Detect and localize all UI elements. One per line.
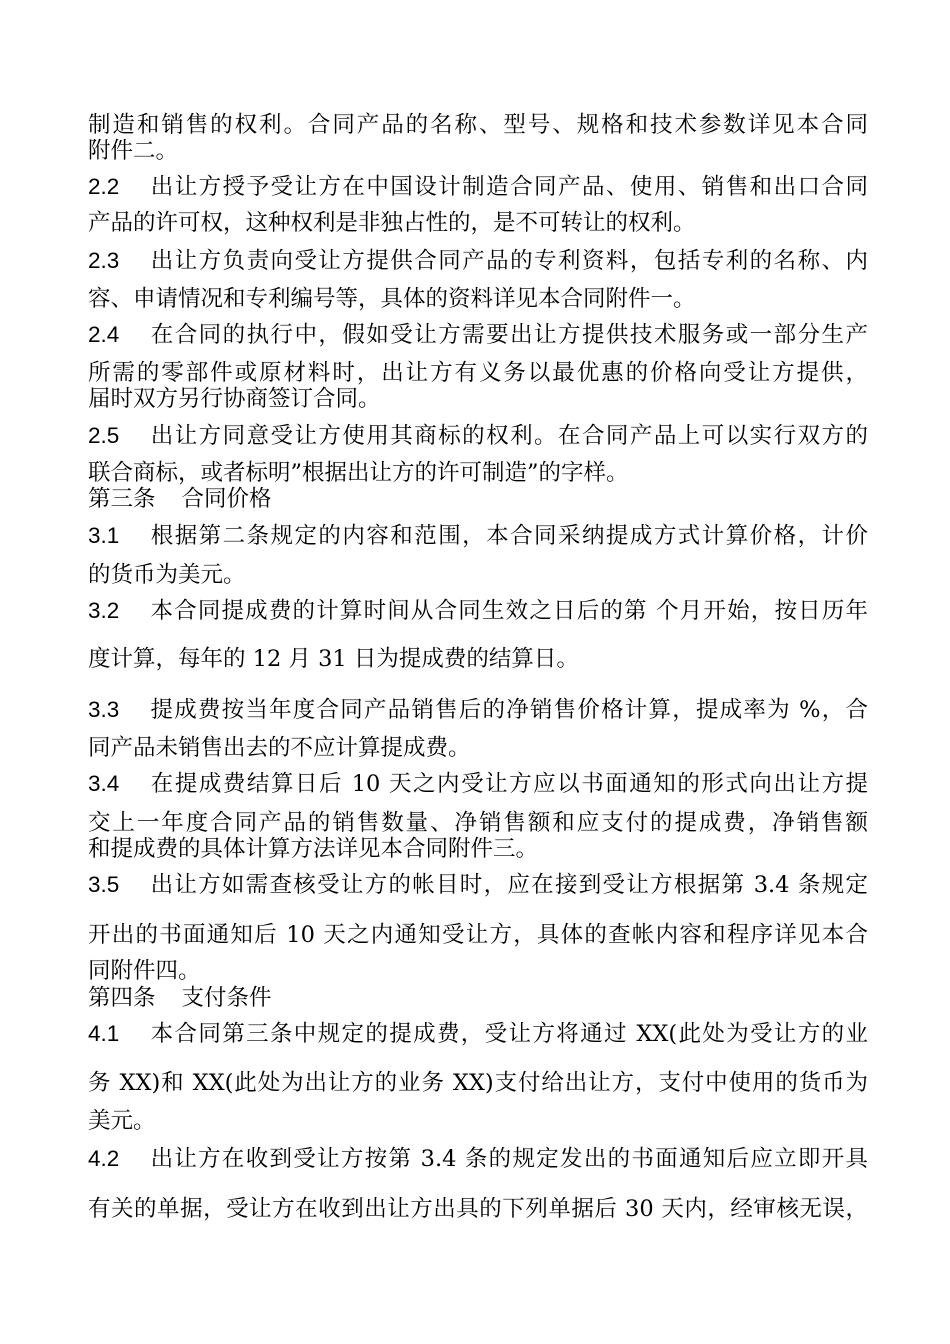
text-line: 度计算，每年的 12 月 31 日为提成费的结算日。 [88,646,579,672]
text-line: 美元。 [88,1108,156,1134]
clause-number: 2.5 [88,423,120,448]
text-line: 同附件四。 [88,958,201,984]
text-line: 的货币为美元。 [88,562,246,588]
clause-3-5: 3.5 出让方如需查核受让方的帐目时，应在接到受让方根据第 3.4 条规定 [88,872,868,898]
clause-4-2: 4.2 出让方在收到受让方按第 3.4 条的规定发出的书面通知后应立即开具 [88,1146,868,1172]
clause-2-4: 2.4 在合同的执行中，假如受让方需要出让方提供技术服务或一部分生产 [88,322,868,348]
clause-number: 4.2 [88,1146,120,1171]
clause-number: 2.4 [88,322,120,347]
text-line: 产品的许可权，这种权利是非独占性的，是不可转让的权利。 [88,210,696,236]
clause-number: 3.4 [88,771,120,796]
text-line: 附件二。 [88,138,179,164]
clause-3-2: 3.2 本合同提成费的计算时间从合同生效之日后的第 个月开始，按日历年 [88,598,868,624]
text-line: 届时双方另行协商签订合同。 [88,386,381,412]
clause-number: 4.1 [88,1021,120,1046]
clause-number: 3.2 [88,598,120,623]
text-line: 务 XX)和 XX(此处为出让方的业务 XX)支付给出让方，支付中使用的货币为 [88,1070,868,1096]
text-line: 制造和销售的权利。合同产品的名称、型号、规格和技术参数详见本合同 [88,112,868,138]
clause-3-4: 3.4 在提成费结算日后 10 天之内受让方应以书面通知的形式向出让方提 [88,771,868,797]
article-3-heading: 第三条 合同价格 [88,486,272,512]
clause-number: 3.3 [88,697,120,722]
article-4-heading: 第四条 支付条件 [88,985,272,1011]
clause-4-1: 4.1 本合同第三条中规定的提成费，受让方将通过 XX(此处为受让方的业 [88,1021,868,1047]
text-line: 交上一年度合同产品的销售数量、净销售额和应支付的提成费，净销售额 [88,810,868,836]
clause-number: 3.5 [88,872,120,897]
text-line: 容、申请情况和专利编号等，具体的资料详见本合同附件一。 [88,286,696,312]
text-line: 和提成费的具体计算方法详见本合同附件三。 [88,836,539,862]
clause-2-3: 2.3 出让方负责向受让方提供合同产品的专利资料，包括专利的名称、内 [88,248,868,274]
clause-2-5: 2.5 出让方同意受让方使用其商标的权利。在合同产品上可以实行双方的 [88,423,868,449]
text-line: 开出的书面通知后 10 天之内通知受让方，具体的查帐内容和程序详见本合 [88,922,868,948]
text-line: 所需的零部件或原材料时，出让方有义务以最优惠的价格向受让方提供， [88,360,868,386]
text-line: 同产品未销售出去的不应计算提成费。 [88,735,471,761]
clause-number: 2.3 [88,248,120,273]
clause-number: 2.2 [88,174,120,199]
text-line: 有关的单据，受让方在收到出让方出具的下列单据后 30 天内，经审核无误， [88,1196,868,1222]
clause-number: 3.1 [88,523,120,548]
clause-3-3: 3.3 提成费按当年度合同产品销售后的净销售价格计算，提成率为 %，合 [88,697,868,723]
text-line: 联合商标，或者标明”根据出让方的许可制造”的字样。 [88,460,629,486]
clause-2-2: 2.2 出让方授予受让方在中国设计制造合同产品、使用、销售和出口合同 [88,174,868,200]
clause-3-1: 3.1 根据第二条规定的内容和范围，本合同采纳提成方式计算价格，计价 [88,523,868,549]
